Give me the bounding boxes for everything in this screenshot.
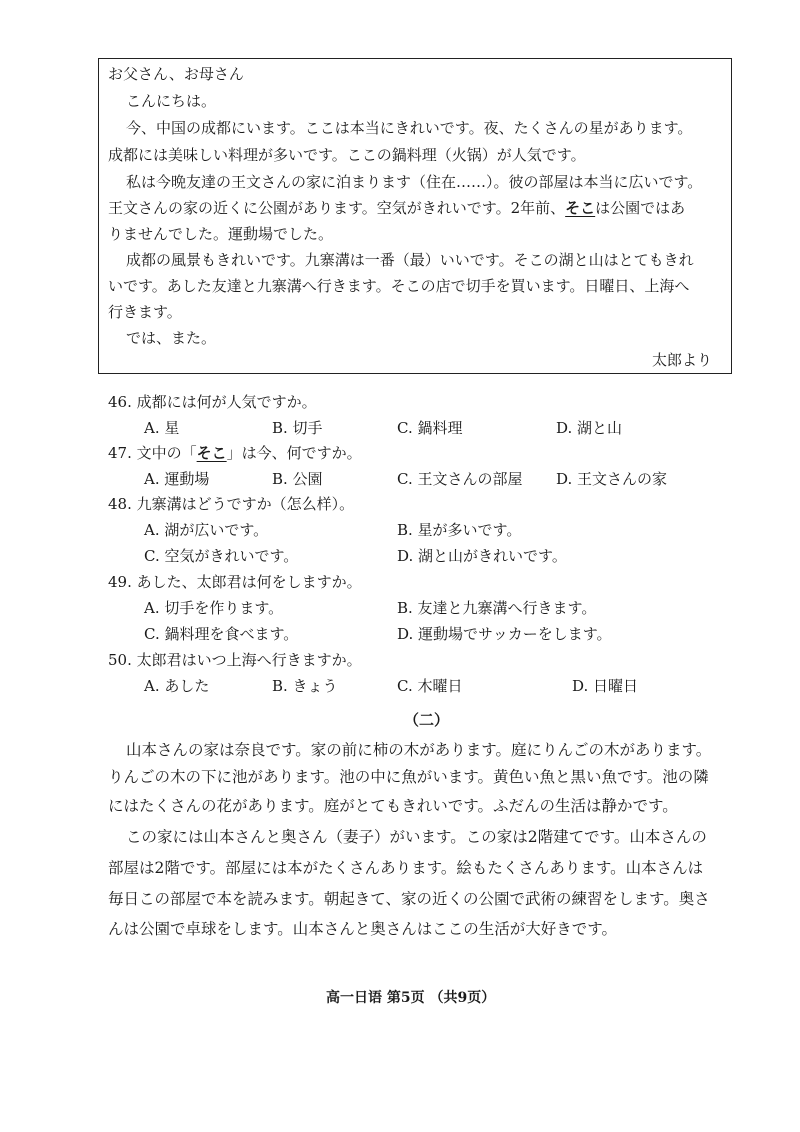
question-49-option-d: D. 運動場でサッカーをします。 <box>397 625 612 643</box>
letter-paragraph-2-line-2 <box>108 198 685 218</box>
question-47-option-b: B. 公園 <box>272 470 323 488</box>
page-footer: 高一日语 第5页 （共9页） <box>326 990 496 1006</box>
question-48-option-a: A. 湖が広いです。 <box>144 521 269 539</box>
question-50-option-b: B. きょう <box>272 677 338 695</box>
letter-text: は公園ではあ <box>595 199 686 217</box>
letter-closing: では、また。 <box>126 329 217 347</box>
letter-paragraph-1-line-2: 成都には美味しい料理が多いです。ここの鍋料理（火锅）が人気です。 <box>108 146 586 164</box>
section-2-heading: （二） <box>404 711 450 729</box>
question-49-option-a: A. 切手を作ります。 <box>144 599 284 617</box>
question-50-option-a: A. あした <box>144 677 210 695</box>
question-47-option-c: C. 王文さんの部屋 <box>397 470 523 488</box>
letter-text: 王文さんの家の近くに公園があります。空気がきれいです。2年前、 <box>108 199 566 217</box>
question-text: 47. 文中の「 <box>108 444 197 462</box>
section-2-line-5: 部屋は2階です。部屋には本がたくさんあります。絵もたくさんあります。山本さんは <box>108 859 704 877</box>
question-50-option-d: D. 日曜日 <box>572 677 639 695</box>
question-50-option-c: C. 木曜日 <box>397 677 463 695</box>
letter-signature: 太郎より <box>652 351 713 369</box>
question-47-stem <box>108 443 362 463</box>
question-47-option-a: A. 運動場 <box>144 470 210 488</box>
section-2-line-4: この家には山本さんと奥さん（妻子）がいます。この家は2階建てです。山本さんの <box>126 828 707 846</box>
letter-paragraph-2-line-3: りませんでした。運動場でした。 <box>108 225 334 243</box>
letter-paragraph-2-line-1: 私は今晩友達の王文さんの家に泊まります（住在……）。彼の部屋は本当に広いです。 <box>126 173 703 191</box>
question-46-option-b: B. 切手 <box>272 419 323 437</box>
question-49-option-b: B. 友達と九寨溝へ行きます。 <box>397 599 597 617</box>
section-2-line-1: 山本さんの家は奈良です。家の前に柿の木があります。庭にりんごの木があります。 <box>126 741 712 759</box>
section-2-line-3: にはたくさんの花があります。庭がとてもきれいです。ふだんの生活は静かです。 <box>108 797 678 815</box>
letter-paragraph-1-line-1: 今、中国の成都にいます。ここは本当にきれいです。夜、たくさんの星があります。 <box>126 119 693 137</box>
letter-paragraph-3-line-1: 成都の風景もきれいです。九寨溝は一番（最）いいです。そこの湖と山はとてもきれ <box>126 251 694 269</box>
question-49-stem: 49. あした、太郎君は何をしますか。 <box>108 573 362 591</box>
question-50-stem: 50. 太郎君はいつ上海へ行きますか。 <box>108 651 362 669</box>
question-48-stem: 48. 九寨溝はどうですか（怎么样）。 <box>108 495 355 513</box>
underlined-soko: そこ <box>565 199 596 217</box>
question-47-option-d: D. 王文さんの家 <box>556 470 668 488</box>
question-46-stem: 46. 成都には何が人気ですか。 <box>108 393 317 411</box>
question-46-option-d: D. 湖と山 <box>556 419 623 437</box>
section-2-line-2: りんごの木の下に池があります。池の中に魚がいます。黄色い魚と黒い魚です。池の隣 <box>108 768 709 786</box>
question-46-option-c: C. 鍋料理 <box>397 419 463 437</box>
question-48-option-b: B. 星が多いです。 <box>397 521 522 539</box>
question-48-option-c: C. 空気がきれいです。 <box>144 547 299 565</box>
question-text: 」は今、何ですか。 <box>226 444 362 462</box>
letter-salutation: お父さん、お母さん <box>108 65 244 83</box>
section-2-line-7: んは公園で卓球をします。山本さんと奥さんはここの生活が大好きです。 <box>108 920 618 938</box>
letter-paragraph-3-line-2: いです。あした友達と九寨溝へ行きます。そこの店で切手を買います。日曜日、上海へ <box>108 277 690 295</box>
letter-paragraph-3-line-3: 行きます。 <box>108 303 182 321</box>
letter-greeting: こんにちは。 <box>126 92 217 110</box>
question-46-option-a: A. 星 <box>144 419 180 437</box>
question-48-option-d: D. 湖と山がきれいです。 <box>397 547 567 565</box>
section-2-line-6: 毎日この部屋で本を読みます。朝起きて、家の近くの公園で武術の練習をします。奥さ <box>108 890 710 908</box>
question-49-option-c: C. 鍋料理を食べます。 <box>144 625 299 643</box>
underlined-soko: そこ <box>196 444 227 462</box>
